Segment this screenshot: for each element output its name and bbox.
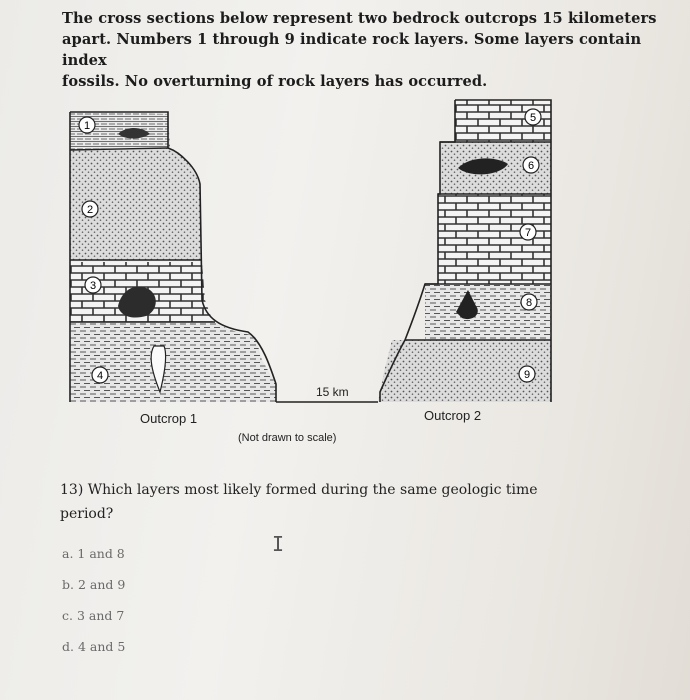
layer-3-label: 3 — [89, 280, 97, 292]
option-d[interactable]: d. 4 and 5 — [62, 639, 126, 654]
layer-6-label: 6 — [527, 160, 535, 172]
answer-options — [62, 538, 125, 662]
intro-line-1: The cross sections below represent two bedrock outcrops 15 kilometers — [62, 10, 657, 27]
layer-2-label: 2 — [86, 204, 94, 216]
scale-note: (Not drawn to scale) — [238, 432, 337, 444]
outcrop-2 — [378, 100, 551, 402]
option-c[interactable]: c. 3 and 7 — [62, 608, 125, 623]
intro-line-3: fossils. No overturning of rock layers has occurred. — [62, 73, 488, 90]
layer-1-label: 1 — [83, 120, 91, 132]
option-b[interactable]: b. 2 and 9 — [62, 577, 126, 592]
text-cursor-icon: I — [272, 532, 285, 556]
distance-label: 15 km — [316, 385, 349, 399]
intro-line-2: apart. Numbers 1 through 9 indicate rock layers. Some layers contain index — [62, 31, 642, 69]
layer-7-label: 7 — [524, 227, 532, 239]
option-a[interactable]: a. 1 and 8 — [62, 546, 125, 561]
question-13 — [60, 478, 620, 526]
layer-8-label: 8 — [525, 297, 533, 309]
outcrop-1-label: Outcrop 1 — [140, 411, 198, 426]
outcrop-1 — [70, 112, 276, 402]
layer-4-label: 4 — [96, 370, 104, 382]
outcrop-2-label: Outcrop 2 — [424, 408, 482, 423]
question-text-line-1: 13) Which layers most likely formed during the same geologic time — [60, 482, 538, 498]
layer-5-label: 5 — [529, 112, 537, 124]
layer-9-label: 9 — [523, 369, 531, 381]
question-text-line-2: period? — [60, 506, 114, 522]
